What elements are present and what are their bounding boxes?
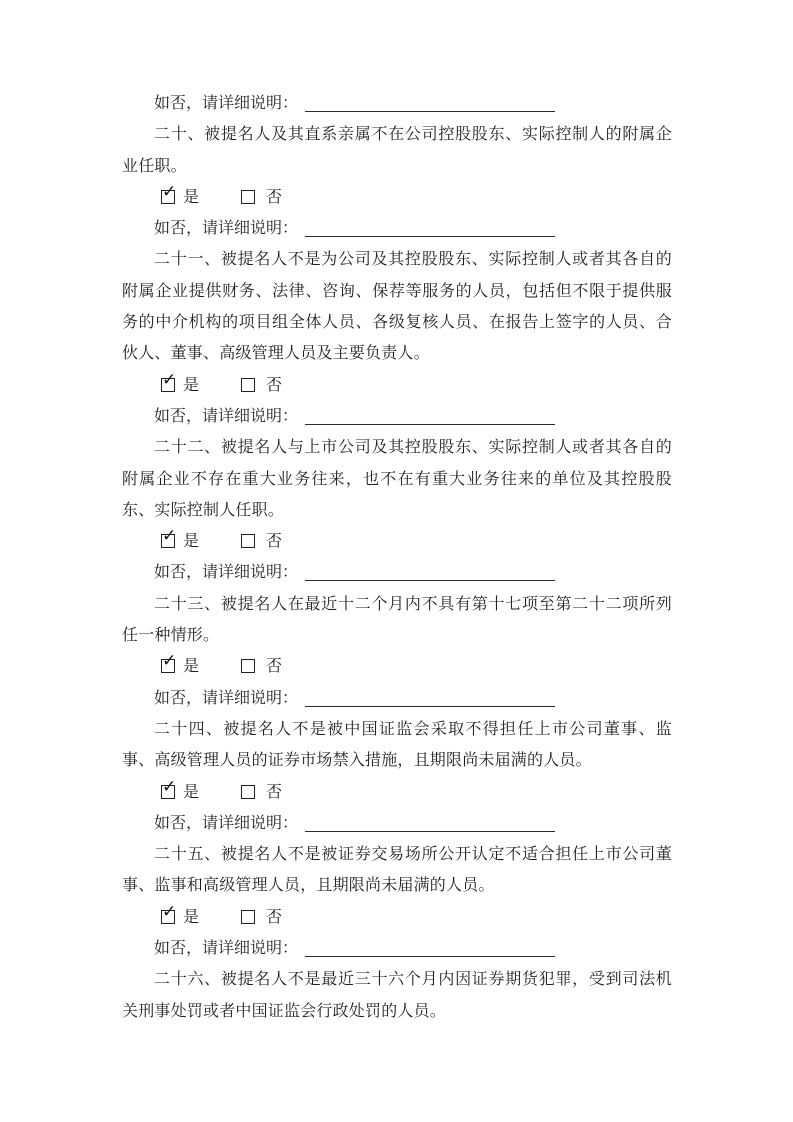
- checkbox-yes-item-22[interactable]: [161, 526, 177, 548]
- yes-no-row-item-25: [122, 902, 672, 933]
- if-no-prompt: 如否，请详细说明：: [154, 689, 299, 707]
- explanation-blank-item-22[interactable]: [305, 565, 555, 581]
- if-no-explain-row-item-24: [122, 808, 672, 839]
- checkbox-yes-item-25[interactable]: [161, 901, 177, 924]
- check-icon: ✓: [162, 526, 177, 547]
- checkbox-no-item-20[interactable]: [241, 190, 255, 204]
- check-icon: ✓: [162, 369, 177, 390]
- yes-label: 是: [183, 533, 200, 551]
- statement-item-21: 二十一、被提名人不是为公司及其控股股东、实际控制人或者其各自的附属企业提供财务、法律、咨询、保荐等服务的人员，包括但不限于提供服务的中介机构的项目组全体人员、各级复核人员、在报告上签字的人员、合伙人、董事、高级管理人员及主要负责人。: [122, 251, 672, 363]
- explanation-blank-item-24[interactable]: [305, 816, 555, 832]
- no-label: 否: [266, 783, 283, 801]
- yes-no-row-item-22: [122, 526, 672, 557]
- if-no-explain-row-item-22: [122, 557, 672, 588]
- checkbox-yes-item-20[interactable]: [161, 181, 177, 204]
- explanation-blank-item-21[interactable]: [305, 409, 555, 425]
- yes-no-row-item-23: [122, 651, 672, 682]
- statement-item-26: 二十六、被提名人不是最近三十六个月内因证券期货犯罪，受到司法机关刑事处罚或者中国证监会行政处罚的人员。: [122, 971, 672, 1020]
- explanation-blank-item-25[interactable]: [305, 941, 555, 957]
- yes-no-row-item-21: [122, 370, 672, 401]
- statement-item-22: 二十二、被提名人与上市公司及其控股股东、实际控制人或者其各自的附属企业不存在重大业务往来，也不在有重大业务往来的单位及其控股股东、实际控制人任职。: [122, 439, 672, 519]
- no-label: 否: [266, 908, 283, 926]
- check-icon: ✓: [162, 776, 177, 797]
- explanation-blank-item-20[interactable]: [305, 221, 555, 237]
- if-no-prompt: 如否，请详细说明：: [154, 814, 299, 832]
- checkbox-no-item-24[interactable]: [241, 785, 255, 799]
- explanation-blank-item-23[interactable]: [305, 691, 555, 707]
- no-label: 否: [266, 188, 283, 206]
- if-no-prompt: 如否，请详细说明：: [154, 220, 299, 238]
- statement-item-20: 二十、被提名人及其直系亲属不在公司控股股东、实际控制人的附属企业任职。: [122, 126, 672, 175]
- declaration-content: [122, 88, 672, 1027]
- checkbox-no-item-25[interactable]: [241, 910, 255, 924]
- yes-no-row-item-24: [122, 777, 672, 808]
- statement-item-25: 二十五、被提名人不是被证券交易场所公开认定不适合担任上市公司董事、监事和高级管理人员，且期限尚未届满的人员。: [122, 846, 672, 895]
- yes-label: 是: [183, 188, 200, 206]
- if-no-explain-row-item-23: [122, 683, 672, 714]
- if-no-prompt: 如否，请详细说明：: [154, 940, 299, 958]
- yes-label: 是: [183, 783, 200, 801]
- if-no-prompt: 如否，请详细说明：: [154, 95, 299, 112]
- checkbox-yes-item-24[interactable]: [161, 776, 177, 799]
- checkbox-no-item-22[interactable]: [241, 534, 255, 548]
- if-no-prompt: 如否，请详细说明：: [154, 407, 299, 425]
- yes-label: 是: [183, 376, 200, 394]
- checkbox-yes-item-21[interactable]: [161, 369, 177, 392]
- checkbox-no-item-23[interactable]: [241, 659, 255, 673]
- yes-label: 是: [183, 908, 200, 926]
- no-label: 否: [266, 376, 283, 394]
- no-label: 否: [266, 658, 283, 676]
- yes-label: 是: [183, 658, 200, 676]
- no-label: 否: [266, 533, 283, 551]
- if-no-explain-row-prev: [122, 88, 672, 119]
- checkbox-no-item-21[interactable]: [241, 378, 255, 392]
- check-icon: ✓: [162, 651, 177, 672]
- explanation-blank-prev[interactable]: [305, 96, 555, 112]
- if-no-explain-row-item-20: [122, 213, 672, 244]
- yes-no-row-item-20: [122, 182, 672, 213]
- check-icon: ✓: [162, 181, 177, 202]
- checkbox-yes-item-23[interactable]: [161, 651, 177, 673]
- check-icon: ✓: [162, 901, 177, 922]
- statement-item-23: 二十三、被提名人在最近十二个月内不具有第十七项至第二十二项所列任一种情形。: [122, 595, 672, 645]
- statement-item-24: 二十四、被提名人不是被中国证监会采取不得担任上市公司董事、监事、高级管理人员的证券市场禁入措施，且期限尚未届满的人员。: [122, 720, 672, 770]
- if-no-explain-row-item-25: [122, 933, 672, 964]
- if-no-explain-row-item-21: [122, 401, 672, 432]
- if-no-prompt: 如否，请详细说明：: [154, 564, 299, 582]
